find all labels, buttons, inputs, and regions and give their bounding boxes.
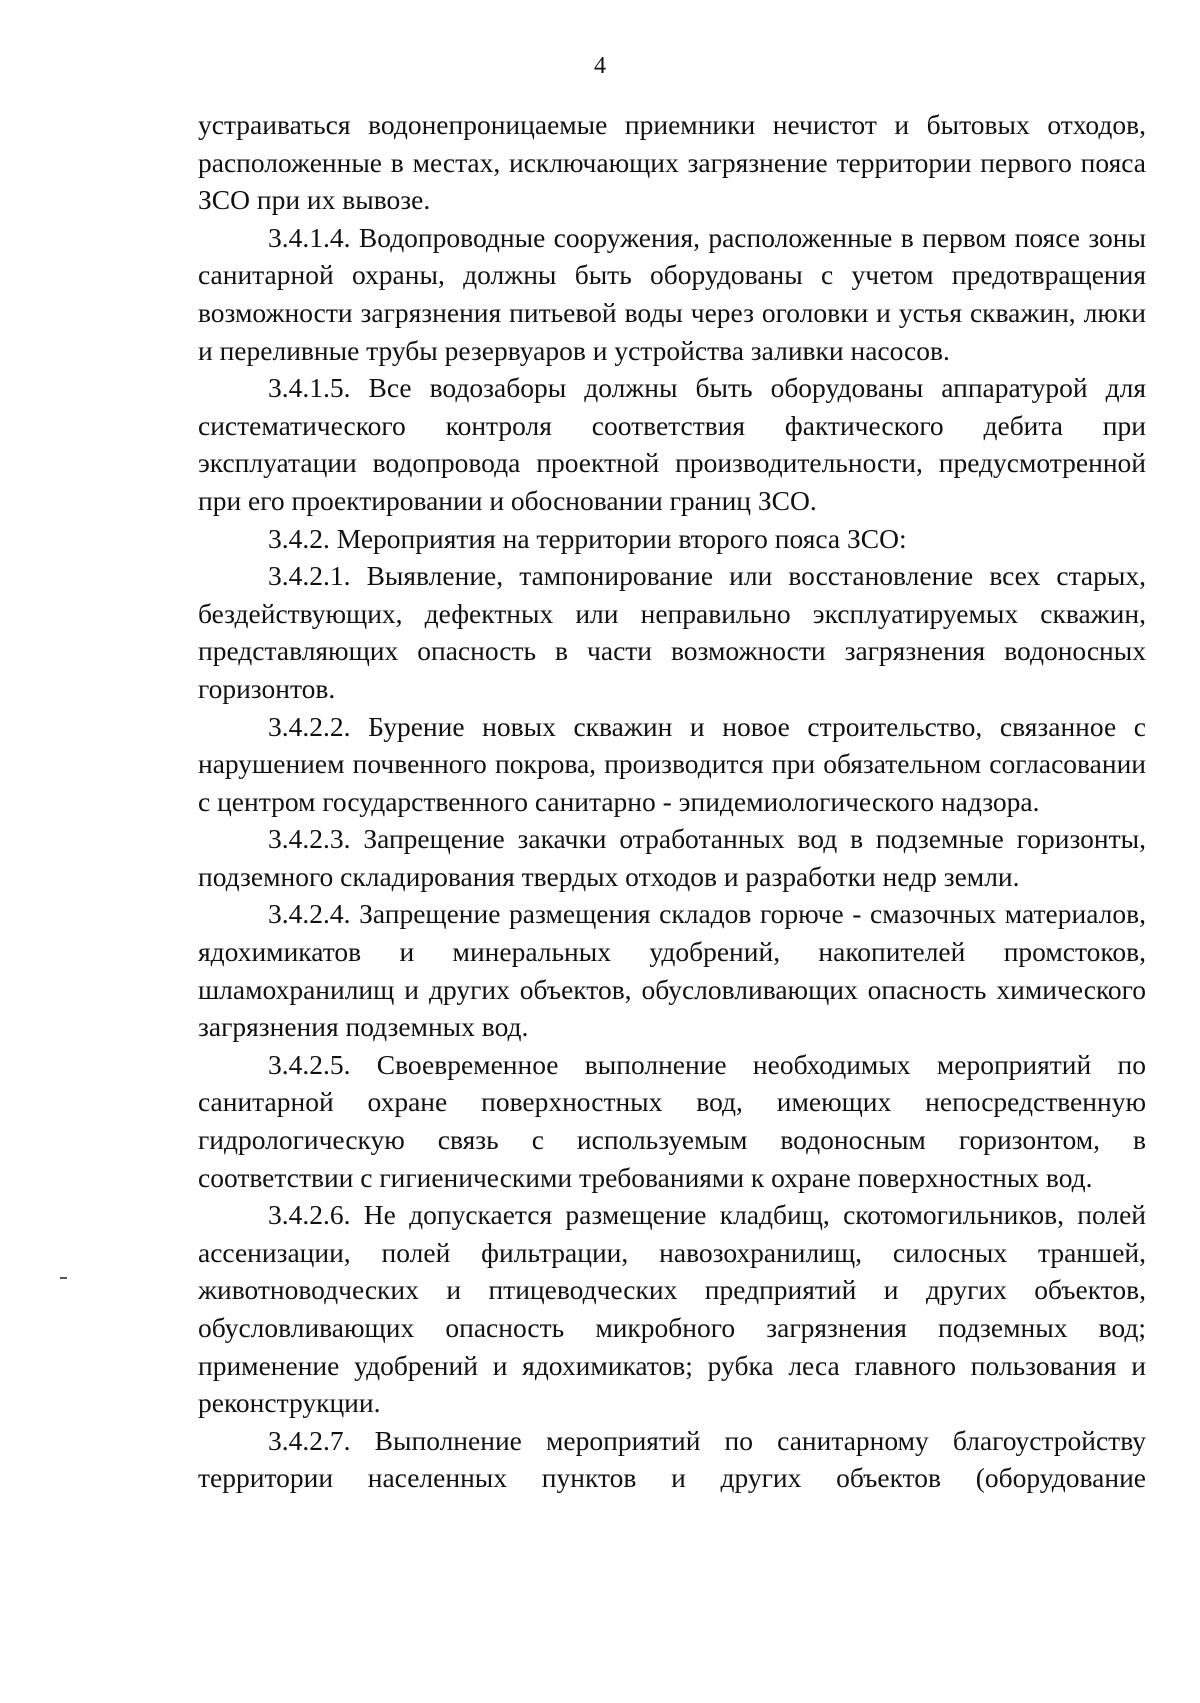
paragraph-3-4-2-7: 3.4.2.7. Выполнение мероприятий по санитарному благоустройству территории населенных пунктов и других объектов (оборудование <box>198 1424 1146 1494</box>
document-body <box>198 106 1146 1497</box>
paragraph-3-4-1-4: 3.4.1.4. Водопроводные сооружения, расположенные в первом поясе зоны санитарной охраны, должны быть оборудованы с учетом предотвращения возможности загрязнения питьевой воды через оголовки и устья скважин, люки и переливные трубы резервуаров и устройства заливки насосов. <box>198 221 1146 366</box>
paragraph-3-4-2-3: 3.4.2.3. Запрещение закачки отработанных вод в подземные горизонты, подземного складирования твердых отходов и разработки недр земли. <box>198 823 1146 892</box>
paragraph-3-4-2-2: 3.4.2.2. Бурение новых скважин и новое строительство, связанное с нарушением почвенного покрова, производится при обязательном согласовании с центром государственного санитарно - эпидемиологического надзора. <box>198 710 1146 817</box>
page-number: 4 <box>594 53 606 79</box>
paragraph-3-4-2-1: 3.4.2.1. Выявление, тампонирование или восстановление всех старых, бездействующих, дефектных или неправильно эксплуатируемых скважин, представляющих опасность в части возможности загрязнения водоносных горизонтов. <box>198 560 1146 704</box>
paragraph-3-4-2-4: 3.4.2.4. Запрещение размещения складов горюче - смазочных материалов, ядохимикатов и минеральных удобрений, накопителей промстоков, шламохранилищ и других объектов, обусловливающих опасность химического загрязнения подземных вод. <box>198 898 1146 1043</box>
paragraph-3-4-2-5: 3.4.2.5. Своевременное выполнение необходимых мероприятий по санитарной охране поверхностных вод, имеющих непосредственную гидрологическую связь с используемым водоносным горизонтом, в соответствии с гигиеническими требованиями к охране поверхностных вод. <box>198 1048 1146 1193</box>
paragraph-3-4-2-6: 3.4.2.6. Не допускается размещение кладбищ, скотомогильников, полей ассенизации, полей фильтрации, навозохранилищ, силосных траншей, животноводческих и птицеводческих предприятий и других объектов, обусловливающих опасность микробного загрязнения подземных вод; применение удобрений и ядохимикатов; рубка леса главного пользования и реконструкции. <box>198 1199 1146 1419</box>
paragraph-3-4-2-heading: 3.4.2. Мероприятия на территории второго пояса ЗСО: <box>268 522 907 554</box>
paragraph-3-4-1-5: 3.4.1.5. Все водозаборы должны быть оборудованы аппаратурой для систематического контроля соответствия фактического дебита при эксплуатации водопровода проектной производительности, предусмотренной при его проектировании и обосновании границ ЗСО. <box>198 372 1146 516</box>
scan-margin-mark <box>60 1277 67 1279</box>
paragraph-continuation: устраиваться водонепроницаемые приемники нечистот и бытовых отходов, расположенные в местах, исключающих загрязнение территории первого пояса ЗСО при их вывозе. <box>198 109 1146 216</box>
